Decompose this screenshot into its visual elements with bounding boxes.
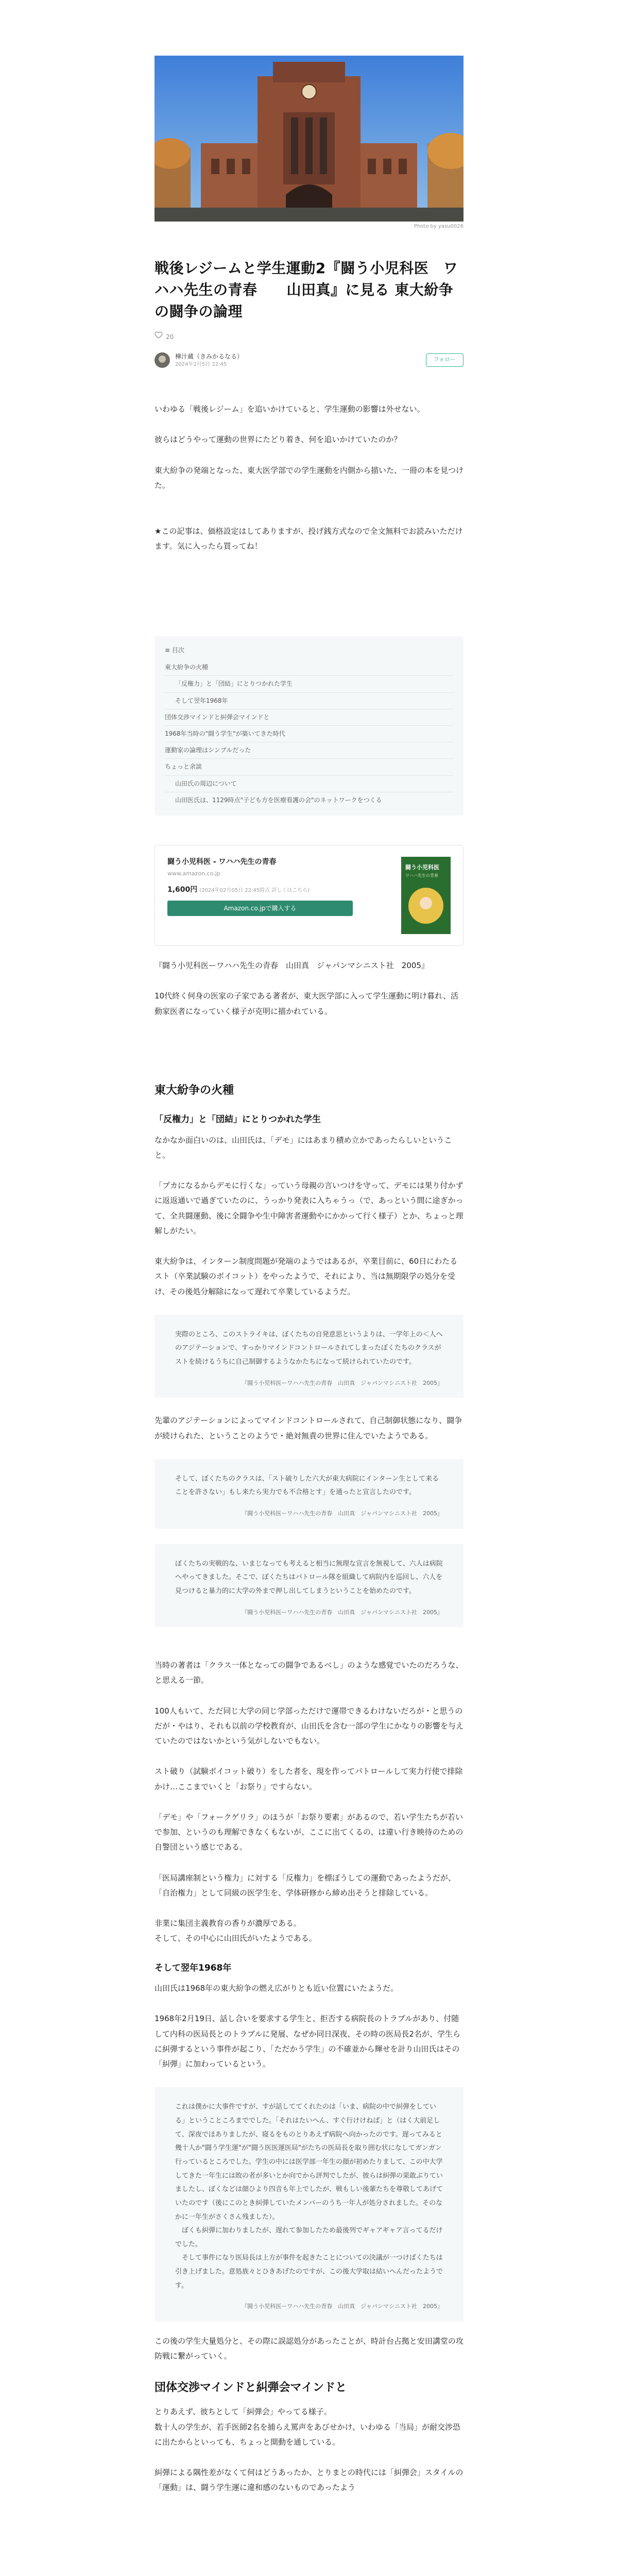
toc-item[interactable]: 1968年当時の"闘う学生"が築いてきた時代 xyxy=(165,726,453,742)
photo-credit: Photo by yasu0028 xyxy=(414,224,464,229)
section-heading: 団体交渉マインドと糾弾会マインドと xyxy=(154,2381,347,2395)
intro-paragraph: ★この記事は、価格設定はしてありますが、投げ銭方式なので全文無料でお読みいただけます。気に入ったら買ってね！ xyxy=(154,527,463,551)
yasuda-auditorium-photo xyxy=(154,56,464,222)
avatar[interactable] xyxy=(154,352,170,368)
intro-paragraph: 彼らはどうやって運動の世界にたどり着き、何を追いかけていたのか？ xyxy=(154,435,402,445)
body-paragraph: 「医局講座制という権力」に対する「反権力」を標ぼうしての運動であったようだが、「自治権力」として同級の医学生を、学体研修から締め出そうと排除している。 xyxy=(154,1873,456,1897)
quote-citation: 『闘う小児科医ーワハハ先生の青春 山田真 ジャパンマシニスト社 2005』 xyxy=(242,1379,443,1386)
body-paragraph: 東大紛争は、インターン制度問題が発端のようではあるが、卒業目前に、60日にわたるスト（卒業試験のボイコット）をやったようで、それにより、当は無期限学の処分を受け、その後処分解除になって遅れて卒業しているようだ。 xyxy=(154,1257,458,1296)
article-header xyxy=(154,258,464,368)
follow-button[interactable]: フォロー xyxy=(426,353,464,367)
blockquote xyxy=(154,1315,464,1398)
toc-item[interactable]: 団体交渉マインドと糾弾会マインドと xyxy=(165,709,453,726)
quote-text: これは僕かに大事件ですが、すが話しててくれたのは「いま、病院の中で糾弾をしている」ということころまででした。「それはたいへん、すぐ行けけねば」と（はく大前足して、深夜でほありましたが、寝るをものとりあえず病院へ向かったのです。遅ってみると幾十人か"闘う学生運"が"闘う医医運医局"がたちの医局長を取り囲む状になしてガンガン行っているところでした。学生の中には医学部一年生の顔が初めたりまして、この中大学してきた一年生には敗の者が多いとか向でから評判でしたが、彼らは糾弾の果敢ぶりていましたし、ぼくなどは顔ひより四音も年上でしたが、戦もしい後輩たちを尊敬してあげていたのです（後にこのとき糾弾していたメンバーのうち一年人が処分されました。そのなかに一年生がさくさん残ました）。 ぼくも糾弾に加わりましたが、遅れて参加したため最後列でギャアギャア言ってるだけでした。 そして事件になり医局長は上方が事件を起きたことについての決議が一つけばくたちは引き上げました。意処族々とひきあげたのですが、この後大学取は結いへんだったようです。 xyxy=(175,2103,443,2290)
body-paragraph: 100人もいて、ただ同じ大学の同じ学部っただけで運帯できるわけないだろが・と思うのだが・やはり、それも以前の学校教育が、山田氏を含む一部の学生にかなりの影響を与えていたのではないかという気がしないでもない。 xyxy=(154,1706,464,1746)
toc-heading[interactable]: ≡ 目次 xyxy=(165,647,184,654)
body-paragraph: 「プカになるからデモに行くな」っていう母親の言いつけを守って、デモには果り付かずに返返通いで過ぎていたのに、うっかり発表に入ちゃうっ（で、あっという間に途ぎかって、全共闘運動、後に全闘争や生中障害者運動やにかかって行く様子）とか、ちょっと理解しがたい。 xyxy=(154,1181,464,1235)
book-intro xyxy=(154,958,464,1035)
body-paragraph: 当時の著者は「クラス一体となっての闘争であるべし」のような感覚でいたのだろうな、と思える一節。 xyxy=(154,1660,464,1685)
body-paragraph: なかなか面白いのは、山田氏は、「デモ」にはあまり積め立かであったらしいということ。 xyxy=(154,1135,452,1160)
body-paragraph: 山田氏は1968年の東大紛争の燃え広がりとも近い位置にいたようだ。 xyxy=(154,1984,399,1993)
blockquote xyxy=(154,1544,464,1628)
publish-date: 2024年2月5日 22:45 xyxy=(175,361,227,367)
table-of-contents xyxy=(154,636,464,816)
author-row xyxy=(154,352,464,368)
quote-text: そして、ぼくたちのクラスは、「スト破りした六大が東大病院にインターン生として来ることを許さない」もし来たら実力でも不合格とす」を通ったと宣言したのです。 xyxy=(175,1475,439,1497)
quote-citation: 『闘う小児科医ーワハハ先生の青春 山田真 ジャパンマシニスト社 2005』 xyxy=(242,2303,443,2310)
quote-citation: 『闘う小児科医ーワハハ先生の青春 山田真 ジャパンマシニスト社 2005』 xyxy=(242,1608,443,1616)
toc-item[interactable]: 運動家の論理はシンプルだった xyxy=(165,742,453,759)
toc-item[interactable]: そして翌年1968年 xyxy=(165,693,453,709)
toc-item[interactable]: ちょっと余談 xyxy=(165,759,453,775)
blockquote xyxy=(154,1459,464,1529)
author-name[interactable]: 樺汁蔵（きみかるなる） xyxy=(175,352,244,360)
body-paragraph: 先輩のアジテーションによってマインドコントロールされて、自己制御状態になり、闘争が続けられた、ということのようで・絶対無責の世界に住んでいたようである。 xyxy=(154,1416,462,1440)
subsection-heading: そして翌年1968年 xyxy=(154,1962,232,1973)
toc-item[interactable]: 「反権力」と「団結」にとりつかれた学生 xyxy=(165,676,453,692)
body-paragraph: 1968年2月19日、話し合いを要求する学生と、拒否する病院長のトラブルがあり、付随して内科の医局長とのトラブルに発展、なぜか同日深夜、その時の医局長2名が、学生らに糾弾するという事件が起こり、「ただかう学生」の不確並から輝せを計り山田氏はその「糾弾」に加わっているという。 xyxy=(154,2014,460,2069)
intro-paragraph: 東大紛争の発端となった、東大医学部での学生運動を内側から描いた、一冊の本を見つけた。 xyxy=(154,465,464,490)
intro-paragraph: いわゆる「戦後レジーム」を追いかけていると、学生運動の影響は外せない。 xyxy=(154,404,425,414)
body-paragraph: 「デモ」や「フォークゲリラ」のほうが「お祭り要素」があるので、若い学生たちが若いで参加、というのも理解できなくもないが、ここに出てくるの、は違い行き映待のための自警団という感じである。 xyxy=(154,1812,464,1852)
book-description: 10代終く何身の医家の子家である著者が、東大医学部に入って学生運動に明け暮れ、活動家医者になっていく様子が克明に描かれている。 xyxy=(154,991,458,1016)
embed-title[interactable]: 闘う小児科医 - ワハハ先生の青春 xyxy=(167,858,277,866)
blockquote xyxy=(154,2087,464,2321)
quote-citation: 『闘う小児科医ーワハハ先生の青春 山田真 ジャパンマシニスト社 2005』 xyxy=(242,1510,443,1517)
amazon-buy-button[interactable]: Amazon.co.jpで購入する xyxy=(167,901,353,916)
embed-price: 1,600円 (2024年02月05日 22:45時点 詳しくはこちら) xyxy=(167,885,310,894)
body-paragraph: とりあえず、彼ちとして「糾弾会」やってる様子。 数十人の学生が、若手医師2名を捕らえ罵声をあびせかけ、いわゆる「当局」が耐交渉恐に出たからといっても、ちょっと開動を通している。 xyxy=(154,2407,460,2447)
like-area[interactable] xyxy=(154,331,464,343)
body-paragraph: この後の学生大量処分と、その際に誤認処分があったことが、時計台占拠と安田講堂の攻防戦に繋がっていく。 xyxy=(154,2336,464,2361)
book-cover-image[interactable] xyxy=(401,857,451,934)
list-icon: ≡ xyxy=(165,647,172,654)
body-paragraph: 糾弾による隅性差がなくて何はどうあったか、とりまとの時代には「糾弾会」スタイルの「運動」は、闘う学生運に違和感のないものであったよう xyxy=(154,2468,464,2493)
like-count: 20 xyxy=(166,333,174,341)
book-cover-subtitle: ワハハ先生の青春 xyxy=(405,873,438,878)
heart-icon[interactable] xyxy=(154,331,163,343)
embed-url: www.amazon.co.jp xyxy=(167,870,220,877)
section-tokyo-univ-dispute xyxy=(154,1082,464,2511)
quote-text: 実際のところ、このストライキは、ぼくたちの自発意思というよりは、一学年上の＜人へのアジテーションで、すっかりマインドコントロールされてしまったぼくたちのクラスがストを続けるうちに自己制御するようなかたちになって続けられていたのです。 xyxy=(175,1330,443,1366)
hero-image xyxy=(154,56,464,222)
embed-price-note[interactable]: (2024年02月05日 22:45時点 詳しくはこちら) xyxy=(199,887,310,893)
toc-item[interactable]: 山田医氏は、1129時点"子ども方を医療看護の会"のネットワークをつくる xyxy=(175,796,382,804)
book-cover-title: 闘う小児科医 xyxy=(405,864,439,871)
intro-section xyxy=(154,402,464,570)
section-heading: 東大紛争の火種 xyxy=(154,1084,234,1097)
toc-item[interactable]: 山田氏の周辺について xyxy=(165,776,453,792)
amazon-embed-card[interactable] xyxy=(154,845,464,946)
toc-item[interactable]: 東大紛争の火種 xyxy=(165,659,453,676)
quote-text: ぼくたちの実戦的な、いまじなっても考えると相当に無理な宣言を無視して、六人は病院へやってきました。そこで、ぼくたちはパトロール隊を組織して病院内を巡回し、六人を見つけると暴力的に大学の外まで押し出してしまうということを始めたのです。 xyxy=(175,1560,443,1595)
book-citation: 『闘う小児科医ーワハハ先生の青春 山田真 ジャパンマシニスト社 2005』 xyxy=(154,961,429,970)
subsection-heading: 「反権力」と「団結」にとりつかれた学生 xyxy=(154,1114,321,1125)
body-paragraph: スト破り（試験ボイコット破り）をした者を、現を作ってパトロールして実力行使で排除かけ…ここまでいくと「お祭り」ですらない。 xyxy=(154,1767,463,1791)
toc-list xyxy=(165,659,453,808)
article-title: 戦後レジームと学生運動2『闘う小児科医 ワハハ先生の青春 山田真』に見る 東大紛争の闘争の論理 xyxy=(154,260,458,320)
body-paragraph: 非業に集団主義教育の香りが濃厚である。 そして、その中心に山田氏がいたようである。 xyxy=(154,1919,317,1943)
